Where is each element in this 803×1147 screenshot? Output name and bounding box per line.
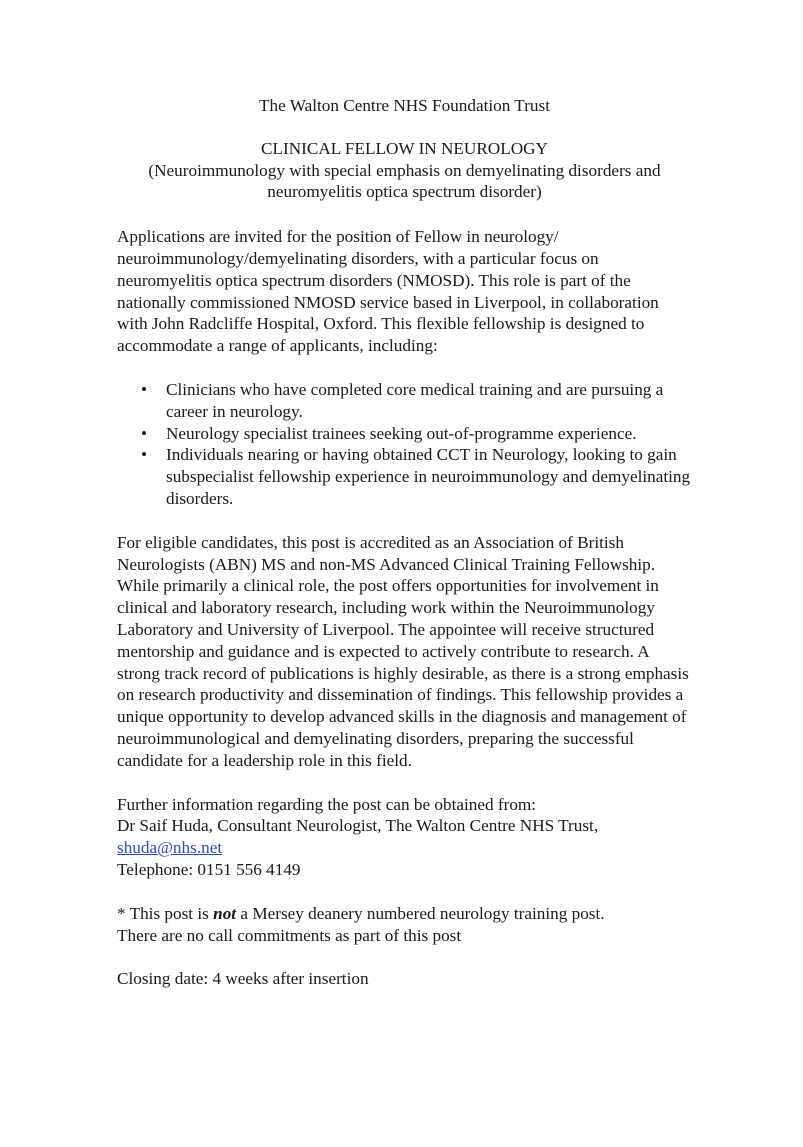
list-item [141,444,692,509]
contact-person: Dr Saif Huda, Consultant Neurologist, The Walton Centre NHS Trust, [117,816,599,836]
applicant-list [117,379,692,510]
list-item-text: Neurology specialist trainees seeking out-of-programme experience. [166,423,637,443]
note-line-1 [117,903,692,925]
note-suffix: a Mersey deanery numbered neurology training post. [236,903,605,923]
training-note [117,903,692,947]
bullet-icon: • [141,445,148,465]
job-subtitle: (Neuroimmunology with special emphasis on demyelinating disorders and neuromyelitis optica spectrum disorder) [148,160,661,202]
note-prefix: * This post is [117,903,214,923]
research-paragraph: While primarily a clinical role, the post offers opportunities for involvement in clinical and laboratory research, including work within the Neuroimmunology Laboratory and University of Liverpool. The appointee will receive structured mentorship and guidance and is expected to actively contribute to research. A strong track record of publications is highly desirable, as there is a strong emphasis on research productivity and dissemination of findings. This fellowship provides a unique opportunity to develop advanced skills in the diagnosis and management of neuroimmunological and demyelinating disorders, preparing the successful candidate for a leadership role in this field. [117,576,689,770]
note-emphasis: not [213,903,237,923]
note-line-2: There are no call commitments as part of this post [117,925,462,945]
organization-name: The Walton Centre NHS Foundation Trust [259,96,550,115]
list-item-text: Clinicians who have completed core medical training and are pursuing a career in neurology. [166,379,664,421]
accreditation-paragraph: For eligible candidates, this post is accredited as an Association of British Neurologists (ABN) MS and non-MS Advanced Clinical Training Fellowship. [117,532,656,574]
intro-paragraph: Applications are invited for the position of Fellow in neurology/ neuroimmunology/demyelinating disorders, with a particular focus on neuromyelitis optica spectrum disorders (NMOSD). This role is part of the nationally commissioned NMOSD service based in Liverpool, in collaboration with John Radcliffe Hospital, Oxford. This flexible fellowship is designed to accommodate a range of applicants, including: [117,227,659,356]
job-title: CLINICAL FELLOW IN NEUROLOGY [261,138,548,158]
list-item [141,423,692,445]
bullet-icon: • [141,379,148,399]
list-item-text: Individuals nearing or having obtained CCT in Neurology, looking to gain subspecialist fellowship experience in neuroimmunology and demyelinating disorders. [166,445,691,508]
email-link[interactable]: shuda@nhs.net [117,838,223,858]
contact-intro: Further information regarding the post can be obtained from: [117,794,537,814]
contact-section [117,794,692,881]
bullet-icon: • [141,423,148,443]
job-advert-document [117,95,692,990]
contact-telephone: Telephone: 0151 556 4149 [117,859,301,879]
closing-date: Closing date: 4 weeks after insertion [117,969,369,989]
list-item [141,379,692,423]
